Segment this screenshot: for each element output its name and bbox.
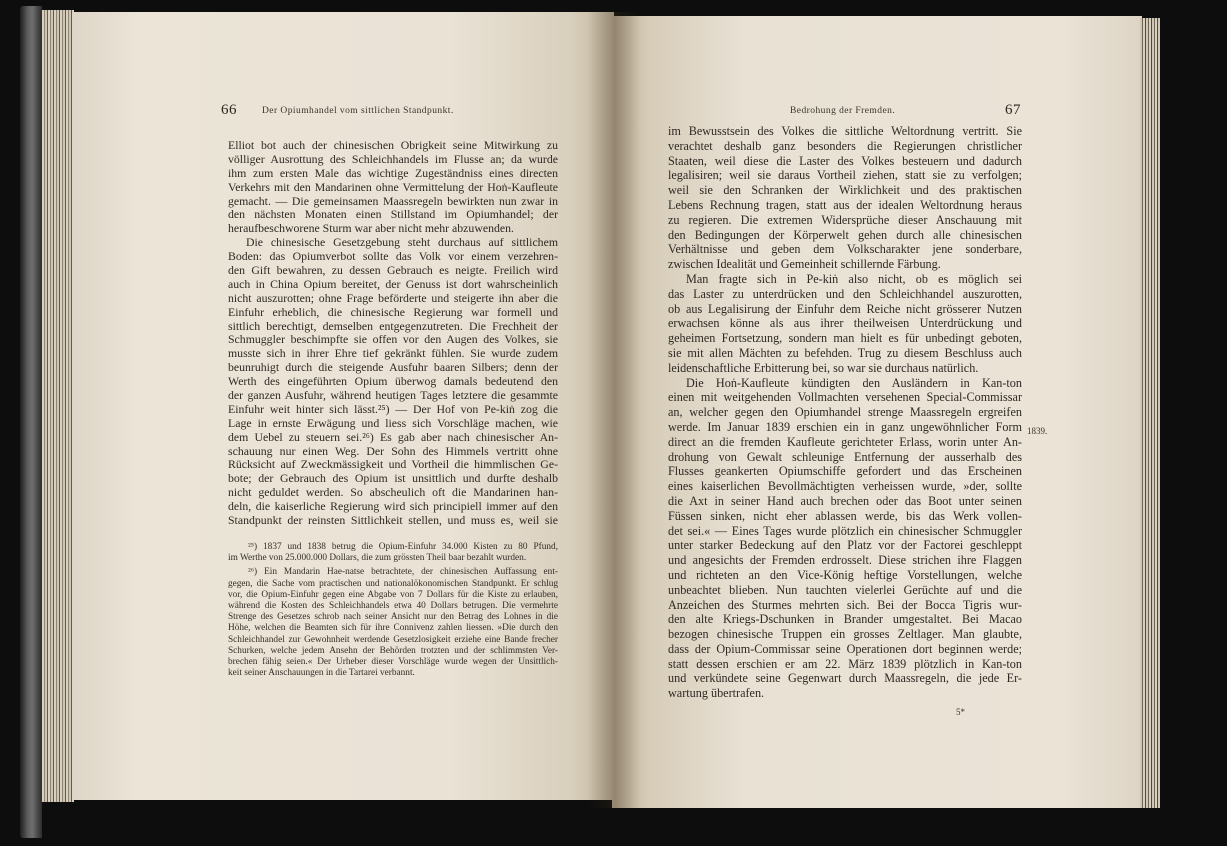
- text-line: Flusses geankerten Opiumschiffe gefordert und das Erscheinen: [668, 464, 1022, 479]
- text-line: Einfuhr erheblich, die chinesische Regierung war formell und: [228, 304, 558, 319]
- text-line: der ganzen Ausfuhr, während heutigen Tages letztere die gesammte: [228, 388, 558, 403]
- page-edges-right: [1140, 18, 1160, 808]
- footnotes: [228, 542, 558, 679]
- text-line: zwischen Idealität und Gemeinheit schillernde Färbung.: [668, 257, 941, 272]
- text-line: und richteten an den Vice-König heftige Vorstellungen, welche: [668, 567, 1022, 582]
- running-head-left: Der Opiumhandel vom sittlichen Standpunkt.: [262, 106, 454, 116]
- text-line: Standpunkt der reinsten Sittlichkeit stellen, und muss es, weil sie: [228, 513, 558, 528]
- text-line: ob aus Legalisirung der Einfuhr dem Reiche nicht grösserer Nutzen: [668, 301, 1022, 316]
- running-head-right: Bedrohung der Fremden.: [790, 106, 896, 116]
- text-line: Lage in ernste Erwägung und liess sich Vorschläge machen, wie: [228, 415, 558, 430]
- text-line: bezogen chinesische Truppen ein grosses Zeltlager. Man glaubte,: [668, 627, 1022, 642]
- text-line: den nächsten Monaten einen Stillstand im Opiumhandel; der: [228, 207, 558, 222]
- text-line: Schurken, welche jedem Ansehn der Behörden trotzten und der schlimmsten Ver-: [228, 645, 558, 656]
- text-line: Lebens Rechnung tragen, statt aus der idealen Weltordnung heraus: [668, 197, 1022, 212]
- text-line: zu regieren. Die extremen Widersprüche dieser Anschauung mit: [668, 212, 1022, 227]
- page-edges-left: [42, 10, 74, 802]
- text-line: deln, die kaiserliche Regierung wird sich principiell immer auf den: [228, 499, 558, 514]
- right-body-text: [668, 124, 1022, 701]
- footnote: [228, 567, 558, 679]
- text-line: Strenge des Gesetzes schrob nach seiner Ansicht nur den Betrag des Lohnes in die: [228, 612, 558, 623]
- text-line: völliger Ausrottung des Schleichhandels im Flusse an; da wurde: [228, 151, 558, 166]
- text-line: wartung übertrafen.: [668, 686, 765, 701]
- text-line: Verkehrs mit den Mandarinen ohne Vermittelung der Hoṅ-Kaufleute: [228, 179, 558, 194]
- text-line: an, welcher gegen den Opiumhandel strenge Maassregeln ergreifen: [668, 405, 1022, 420]
- text-line: Die chinesische Gesetzgebung steht durchaus auf sittlichem: [246, 235, 558, 250]
- text-line: det sei.« — Eines Tages wurde plötzlich ein chinesischer Schmuggler: [668, 523, 1022, 538]
- text-line: vor, die Opium-Einfuhr gegen eine Abgabe von 7 Dollars für die Kiste zu erlauben,: [228, 589, 558, 600]
- paragraph: [228, 236, 558, 528]
- text-line: bote; der Gebrauch des Opium ist unsittlich und durfte deshalb: [228, 471, 558, 486]
- text-line: im Werthe von 25.000.000 Dollars, die zum grössten Theil baar bezahlt wurden.: [228, 553, 527, 564]
- text-line: schauung nur einen Weg. Der Sohn des Himmels vertritt ohne: [228, 443, 558, 458]
- text-line: eines kaiserlichen Bevollmächtigten verheissen wurde, »der, sollte: [668, 479, 1022, 494]
- text-line: ihm zum ersten Male das wichtige Zugeständniss eines directen: [228, 165, 558, 180]
- text-line: statt dessen erschien er am 22. März 1839 plötzlich in Kan-ton: [668, 656, 1022, 671]
- text-line: Elliot bot auch der chinesischen Obrigkeit seine Mitwirkung zu: [228, 138, 558, 152]
- text-line: werde. Im Januar 1839 erschien ein in ganz ungewöhnlicher Form: [668, 419, 1022, 434]
- text-line: die Axt in seiner Hand auch brechen oder das Boot unter seinen: [668, 493, 1022, 508]
- text-line: einen mit weitgehenden Vollmachten versehenen Special-Commissar: [668, 390, 1022, 405]
- text-line: nicht auszurotten; ohne Frage beförderte und steigerte ihn aber die: [228, 290, 558, 305]
- text-line: auch in China Opium bereitet, der Genuss ist dort wahrscheinlich: [228, 276, 558, 291]
- text-line: gegen, die Sache vom practischen und nationalökonomischen Standpunkt. Er schlug: [228, 578, 558, 589]
- text-line: Schmuggler beschimpfte sie offen vor den Augen des Volkes, sie: [228, 332, 558, 347]
- text-line: Füssen sinken, nicht eher ablassen werde, bis das Werk vollen-: [668, 508, 1022, 523]
- text-line: Höhe, welchen die Beamten sich für ihre Connivenz zahlen liessen. »Die durch den: [228, 623, 558, 634]
- text-line: Man fragte sich in Pe-kiṅ also nicht, ob es möglich sei: [686, 271, 1022, 286]
- text-line: während die Kosten des Schleichhandels etwa 40 Dollars betrugen. Die vermehrte: [228, 600, 558, 611]
- text-line: den Bedingungen der Körperwelt gehen durch alle chinesischen: [668, 227, 1022, 242]
- text-line: erwachsen könne als aus ihrer theilweisen Unterdrückung und: [668, 316, 1022, 331]
- paragraph: [668, 376, 1022, 702]
- text-line: Werth des eingeführten Opium überwog damals bedeutend den: [228, 374, 558, 389]
- page-number-right: 67: [1005, 102, 1021, 118]
- text-line: brechen fähig seien.« Der Urheber dieser Vorschläge wurde wegen der Unsittlich-: [228, 656, 558, 667]
- text-line: Boden: das Opiumverbot sollte das Volk vor einem verzehren-: [228, 249, 558, 264]
- text-line: Schleichhandel zur Gewohnheit werdende Gesetzlosigkeit erziehe eine Bande frecher: [228, 634, 558, 645]
- paragraph: [668, 272, 1022, 376]
- text-line: ²⁶) Ein Mandarin Hae-natse betrachtete, der chinesischen Auffassung ent-: [248, 567, 558, 578]
- text-line: Anzeichen des Sturmes mehrten sich. Bei der Bocca Tigris wur-: [668, 597, 1022, 612]
- text-line: sittlich berechtigt, demselben entgegenzutreten. Die Frechheit der: [228, 318, 558, 333]
- text-line: direct an die fremden Kaufleute gerichteter Erlass, worin unter An-: [668, 434, 1022, 449]
- text-line: Verhältnisse und geben dem Volkscharakter jene sonderbare,: [668, 242, 1022, 257]
- text-line: dass der Opium-Commissar seine Operationen dort beginnen werde;: [668, 641, 1022, 656]
- signature-mark: 5*: [956, 707, 965, 717]
- paragraph: [668, 124, 1022, 272]
- gutter-shadow: [588, 12, 640, 808]
- text-line: dem Uebel zu steuern sei.²⁶) Es gab aber nach chinesischer An-: [228, 429, 558, 444]
- text-line: gemacht. — Die gemeinsamen Maassregeln bewirkten nun zwar in: [228, 193, 558, 208]
- left-body-text: [228, 139, 558, 528]
- margin-note-year: 1839.: [1027, 426, 1048, 436]
- text-line: den alte Kriegs-Dschunken in Brander umgestaltet. Bei Macao: [668, 612, 1022, 627]
- text-line: ²⁵) 1837 und 1838 betrug die Opium-Einfuhr 34.000 Kisten zu 80 Pfund,: [248, 542, 558, 552]
- text-line: keit seiner Anschauungen in die Tartarei verbannt.: [228, 668, 415, 679]
- text-line: unbeachtet blieben. Nun tauchten vielerlei Gerüchte auf und die: [668, 582, 1022, 597]
- text-line: im Bewusstsein des Volkes die sittliche Weltordnung vertritt. Sie: [668, 124, 1022, 138]
- text-line: sie mit allen Mächten zu befehden. Trug zu diesem Beschluss auch: [668, 345, 1022, 360]
- text-line: weil sie den Schranken der Wirklichkeit und des praktischen: [668, 183, 1022, 198]
- book-cover-edge: [20, 6, 42, 838]
- text-line: und angesichts der Fremden erdrosselt. Diese strichen ihre Flaggen: [668, 553, 1022, 568]
- paragraph: [228, 139, 558, 236]
- text-line: und verkündete seine Gegenwart durch Maassregeln, die jede Er-: [668, 671, 1022, 686]
- text-line: legalisiren; weil sie daraus Vortheil ziehen, statt sie zu verfolgen;: [668, 168, 1022, 183]
- text-line: unter starker Bedeckung auf den Platz vor der Factorei geschleppt: [668, 538, 1022, 553]
- text-line: musste sich in ihrer Ehre tief gekränkt fühlen. Sie wurde zudem: [228, 346, 558, 361]
- text-line: drohung von Gewalt schleunige Entfernung der ausserhalb des: [668, 449, 1022, 464]
- footnote: [228, 542, 558, 564]
- text-line: heraufbeschworene Sturm war aber nicht mehr abzuwenden.: [228, 221, 514, 236]
- text-line: das Laster zu unterdrücken und den Schleichhandel auszurotten,: [668, 286, 1022, 301]
- text-line: leidenschaftliche Erbitterung bei, so war sie durchaus natürlich.: [668, 360, 979, 375]
- text-line: Staaten, weil diese die Laster des Volkes besteuern und dadurch: [668, 153, 1022, 168]
- text-line: nicht geduldet werden. So abscheulich oft die Mandarinen han-: [228, 485, 558, 500]
- text-line: geheimen Fortsetzung, sondern man hielt es für unbedingt geboten,: [668, 331, 1022, 346]
- page-number-left: 66: [221, 102, 237, 118]
- text-line: Einfuhr weit hinter sich lässt.²⁵) — Der Hof von Pe-kiṅ zog die: [228, 401, 558, 416]
- text-line: den Gift bewahren, zu dessen Gebrauch es neigte. Freilich wird: [228, 263, 558, 278]
- text-line: Rücksicht auf Zweckmässigkeit und Vortheil die himmlischen Ge-: [228, 457, 558, 472]
- text-line: verachtet deshalb ganz besonders die Regierungen christlicher: [668, 138, 1022, 153]
- text-line: Die Hoṅ-Kaufleute kündigten den Ausländern in Kan-ton: [686, 375, 1022, 390]
- text-line: beunruhigt durch die steigende Ausfuhr baaren Silbers; denn der: [228, 360, 558, 375]
